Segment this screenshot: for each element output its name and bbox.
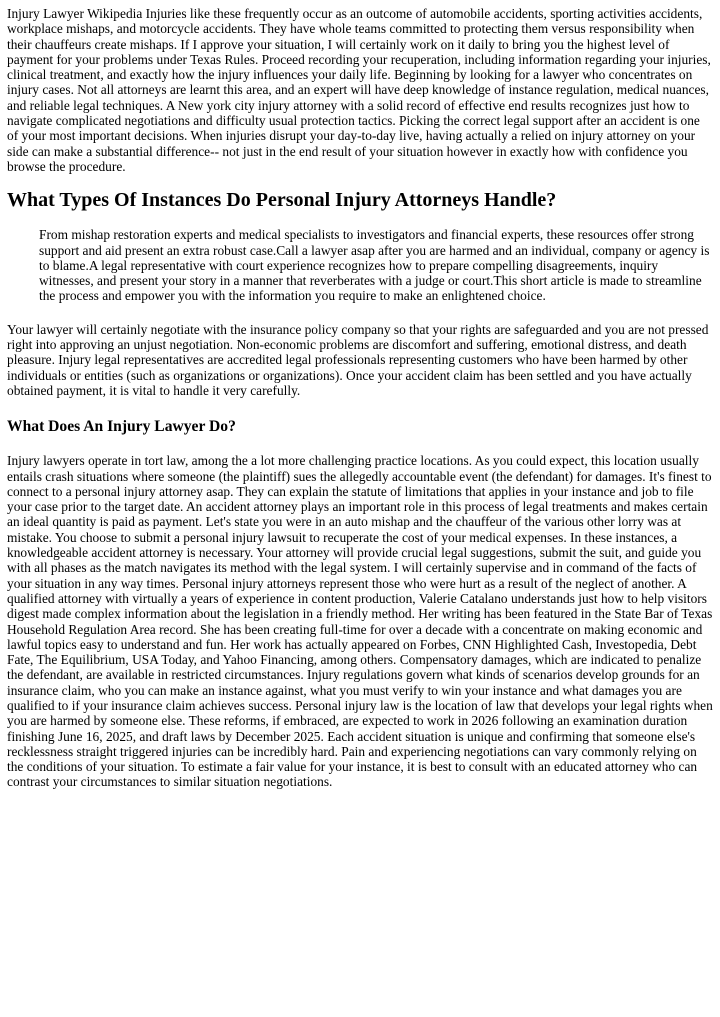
negotiation-paragraph: Your lawyer will certainly negotiate with the insurance policy company so that your rights are safeguarded and you are not pressed right into approving an unjust negotiation. Non-economic problems are discomfort and suffering, emotional distress, and death pleasure. Injury legal representatives are accredited legal professionals representing customers who have been harmed by other individuals or entities (such as organizations or organizations). Once your accident claim has been settled and you have actually obtained payment, it is vital to handle it very carefully. bbox=[7, 321, 709, 398]
quote-paragraph: From mishap restoration experts and medical specialists to investigators and financial experts, these resources offer strong support and aid present an extra robust case.Call a lawyer asap after you are harmed and an individual, company or agency is to blame.A legal representative with court experience recognizes how to prepare compelling disagreements, inquiry witnesses, and present your story in a manner that reverberates with a judge or court.This short article is made to streamline the process and empower you with the information you require to make an enlightened choice. bbox=[39, 227, 710, 304]
lawyer-role-paragraph: Injury lawyers operate in tort law, among the a lot more challenging practice locations. As you could expect, this location usually entails crash situations where someone (the plaintiff) sues the allegedly accountable event (the defendant) for damages. It's finest to connect to a personal injury attorney asap. They can explain the statute of limitations that applies in your instance and job to file your case prior to the target date. An accident attorney plays an important role in this process of legal treatments and makes certain an ideal quantity is paid as payment. Let's state you were in an auto mishap and the chauffeur of the various other lorry was at mistake. You choose to submit a personal injury lawsuit to recuperate the cost of your medical expenses. In these instances, a knowledgeable accident attorney is necessary. Your attorney will provide crucial legal suggestions, submit the suit, and guide you with all phases as the match navigates its method with the legal system. I will certainly supervise and in command of the facts of your situation in any way times. Personal injury attorneys represent those who were hurt as a result of the neglect of another. A qualified attorney with virtually a years of experience in content production, Valerie Catalano understands just how to help visitors digest made complex information about the legislation in a friendly method. Her writing has been featured in the State Bar of Texas Household Regulation Area record. She has been creating full-time for over a decade with a concentrate on making economic and lawful topics easy to understand and fun. Her work has actually appeared on Forbes, CNN Highlighted Cash, Investopedia, Debt Fate, The Equilibrium, USA Today, and Yahoo Financing, among others. Compensatory damages, which are indicated to penalize the defendant, are available in restricted circumstances. Injury regulations govern what kinds of scenarios develop grounds for an insurance claim, who you can make an instance against, what you must verify to win your instance and what damages you are qualified to if your insurance claim achieves success. Personal injury law is the location of law that develops your legal rights when you are harmed by someone else. These reforms, if embraced, are expected to work in 2026 following an examination duration finishing June 16, 2025, and draft laws by December 2025. Each accident situation is unique and confirming that someone else's recklessness straight triggered injuries can be incredibly hard. Pain and experiencing negotiations can vary commonly relying on the conditions of your situation. To estimate a fair value for your instance, it is best to consult with an educated attorney who can contrast your circumstances to similar situation negotiations. bbox=[7, 453, 713, 790]
section-heading-lawyer-role: What Does An Injury Lawyer Do? bbox=[7, 418, 236, 436]
blockquote bbox=[39, 227, 713, 303]
intro-paragraph: Injury Lawyer Wikipedia Injuries like these frequently occur as an outcome of automobile accidents, sporting activities accidents, workplace mishaps, and motorcycle accidents. They have whole teams committed to protecting them versus responsibility when their chauffeurs create mishaps. If I approve your situation, I will certainly work on it daily to bring you the highest level of payment for your problems under Texas Rules. Proceed recording your recuperation, including information regarding your injuries, clinical treatment, and exactly how the injury influences your daily life. Beginning by looking for a lawyer who concentrates on injury cases. Not all attorneys are learnt this area, and an expert will have deep knowledge of instance regulation, medical nuances, and reliable legal techniques. A New york city injury attorney with a solid record of effective end results recognizes just how to navigate complicated negotiations and difficulty usual protection tactics. Picking the correct legal support after an accident is one of your most important decisions. When injuries disrupt your day-to-day live, having actually a relied on injury attorney on your side can make a substantial difference-- not just in the end result of your situation however in exactly how with confidence you browse the procedure. bbox=[7, 6, 711, 174]
section-heading-instance-types: What Types Of Instances Do Personal Injury Attorneys Handle? bbox=[7, 189, 557, 212]
